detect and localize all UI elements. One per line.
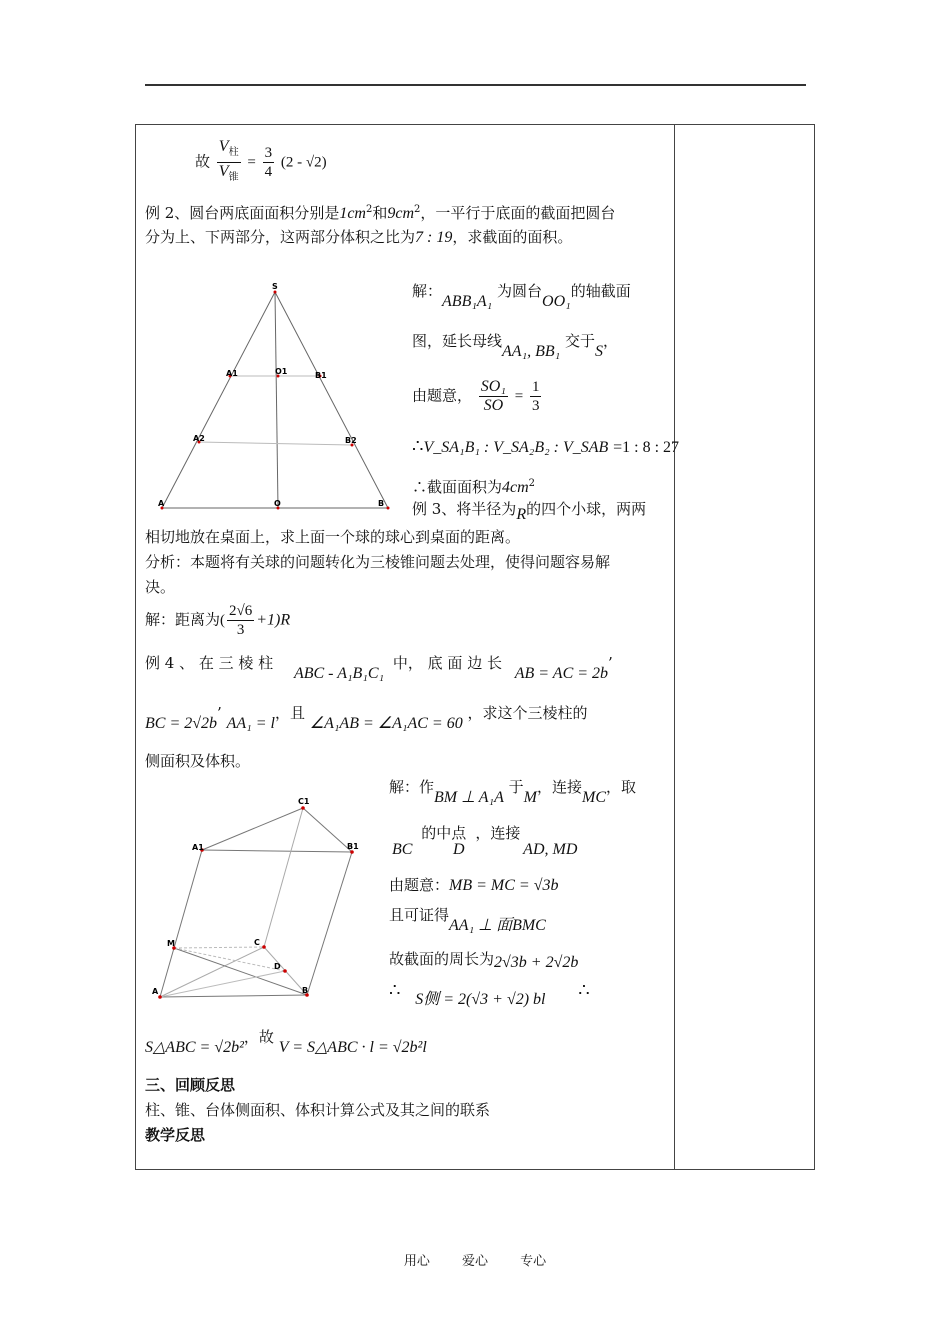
label-C: C [254, 938, 260, 947]
ratio-formula: 故 $\frac{V_柱}{V_锥}$ = $\frac{3}{4}$ (2 - √2) [195, 138, 327, 184]
frustum-figure [150, 280, 400, 515]
ex4-line1: 例 4 、 在 三 棱 柱 ABC - A₁B₁C₁ 中， 底 面 边 长 AB = AC = 2b’ [145, 654, 613, 682]
label-B2: B2 [345, 436, 357, 445]
label-S: S [272, 282, 278, 291]
label-A: A [152, 987, 159, 996]
ex4-sol-line5: 故截面的周长为2√3b + 2√2b [389, 950, 579, 971]
label-D: D [274, 962, 281, 971]
ex2-sol-line1: 解：ABB₁A₁ 为圆台OO₁的轴截面 [412, 282, 631, 310]
ex4-sol-line1: 解：作BM ⊥ A₁A 于M，连接MC，取 [389, 778, 637, 806]
ex4-sol-line7: S△ABC = √2b²，故 V = S△ABC · l = √2b²l [145, 1028, 427, 1056]
table-column-divider [674, 124, 675, 1170]
review-text: 柱、锥、台体侧面积、体积计算公式及其之间的联系 [145, 1101, 491, 1119]
ex4-line3: 侧面积及体积。 [145, 752, 251, 770]
top-rule [145, 84, 806, 86]
ex4-line2: BC = 2√2b’ AA₁ = l，且 ∠A₁AB = ∠A₁AC = 60 ，求这个三棱柱的 [145, 704, 588, 732]
footer-item: 爱心 [461, 1254, 488, 1269]
page-footer [0, 1250, 950, 1269]
ex3-line2: 相切地放在桌面上，求上面一个球的球心到桌面的距离。 [145, 528, 521, 546]
label-M: M [167, 939, 175, 948]
teaching-reflection-heading: 教学反思 [145, 1126, 206, 1144]
ex2-sol-line5: ∴截面面积为$4cm^2$ [412, 478, 536, 496]
ratio-gu: 故 [195, 152, 211, 171]
footer-item: 专心 [520, 1254, 547, 1269]
ex2-sol-line2: 图，延长母线AA₁, BB₁ 交于S， [412, 332, 619, 360]
ex4-sol-line3: 由题意：MB = MC = √3b [389, 876, 559, 894]
label-A: A [158, 499, 165, 508]
label-B1: B1 [315, 371, 327, 380]
ex3-solution: 解：距离为( $\frac{2√6}{3}$ +1)R [145, 603, 291, 638]
prism-figure [150, 790, 385, 1005]
ex2-sol-line4: ∴V_SA₁B₁ : V_SA₂B₂ : V_SAB =1 : 8 : 27 [412, 436, 680, 457]
ex2-sol-line3: 由题意， $\frac{\text{SO₁}}{SO}$ = $\frac{1}{3}$ [412, 378, 540, 414]
footer-item: 用心 [403, 1254, 430, 1269]
ex3-analysis2: 决。 [145, 578, 176, 596]
label-B: B [378, 499, 385, 508]
label-O: O [274, 499, 281, 508]
ex2-line2: 分为上、下两部分，这两部分体积之比为7 : 19，求截面的面积。 [145, 228, 573, 246]
label-B1: B1 [347, 842, 359, 851]
label-B: B [302, 986, 309, 995]
ex4-sol-line4: 且可证得AA₁ ⊥ 面BMC [389, 906, 546, 934]
label-A1: A1 [226, 369, 238, 378]
ex3-analysis1: 分析：本题将有关球的问题转化为三棱锥问题去处理，使得问题容易解 [145, 553, 611, 571]
review-heading: 三、回顾反思 [145, 1076, 236, 1094]
ex3-line1: 例 3、将半径为R的四个小球，两两 [412, 500, 647, 523]
label-A1: A1 [192, 843, 204, 852]
ex2-line1: 例 2、圆台两底面面积分别是$1cm^2$和$9cm^2$，一平行于底面的截面把圆台 [145, 204, 616, 222]
ex4-sol-line6: ∴ S侧 = 2(√3 + √2) bl ∴ [389, 980, 590, 1008]
label-O1: O1 [275, 367, 288, 376]
label-C1: C1 [298, 797, 310, 806]
label-A2: A2 [193, 434, 205, 443]
ex4-sol-line2: BC 的中点 D ，连接 AD, MD [392, 824, 578, 858]
